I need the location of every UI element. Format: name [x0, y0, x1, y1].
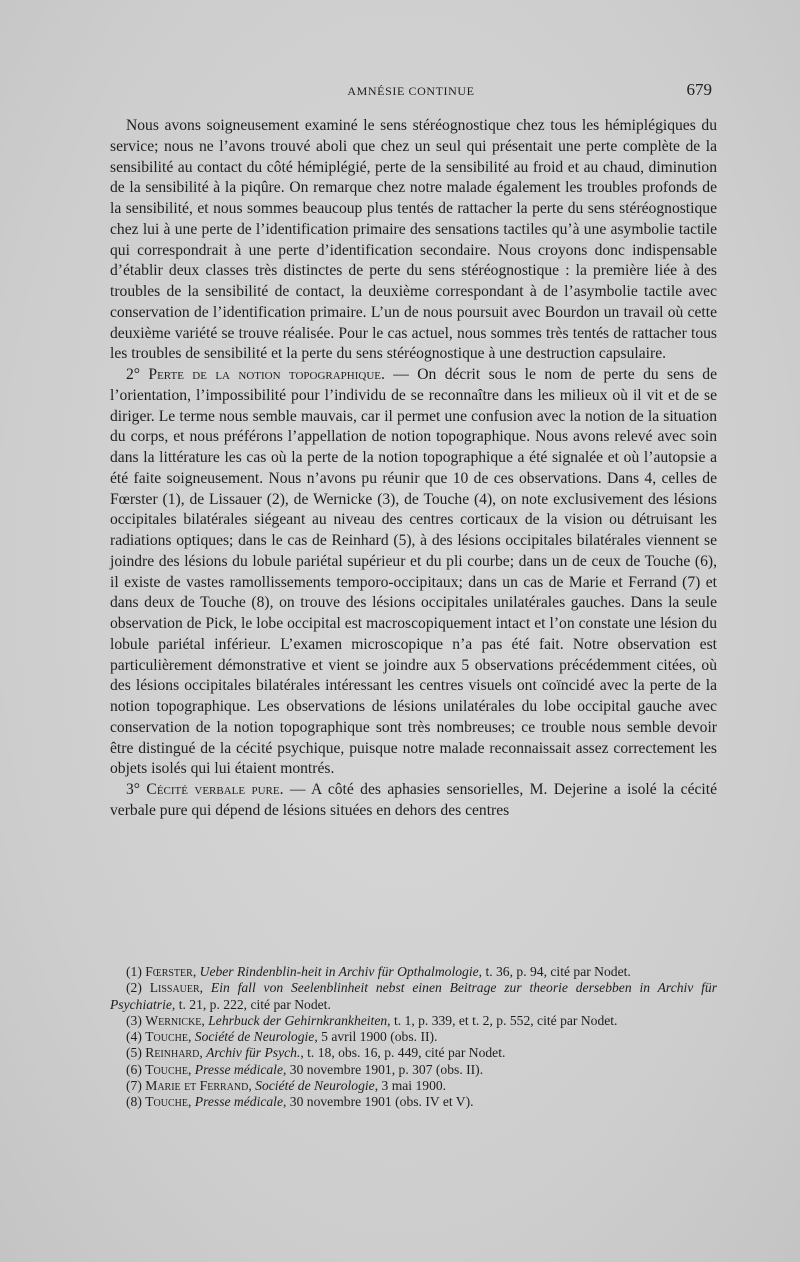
- footnote-author: Fœrster: [145, 964, 193, 979]
- footnote-detail: , t. 18, obs. 16, p. 449, cité par Nodet.: [300, 1045, 506, 1061]
- footnotes: [110, 964, 717, 1111]
- footnote-detail: , t. 1, p. 339, et t. 2, p. 552, cité par Nodet.: [387, 1012, 618, 1028]
- footnote: [110, 1062, 717, 1078]
- paragraph-word-blindness-text: — A côté des aphasies sensorielles, M. Dejerine a isolé la cécité verbale pure qui dépend de lésions situées en dehors des centres: [110, 781, 717, 819]
- footnote-detail: , 30 novembre 1901 (obs. IV et V).: [283, 1094, 474, 1110]
- footnote-separator: ,: [192, 964, 200, 979]
- footnote-number: (6): [126, 1061, 146, 1077]
- section-heading-topographic: 2° Perte de la notion topographique.: [126, 366, 385, 383]
- footnote-title: Presse médicale: [194, 1094, 283, 1110]
- footnote-separator: ,: [188, 1061, 195, 1077]
- footnote-author: Wernicke: [145, 1012, 202, 1028]
- footnote-separator: ,: [199, 980, 211, 996]
- footnote-title: Ein fall von Seelenblinheit nebst einen Beitrage zur theorie dersebben in Archiv für Psychiatrie: [110, 980, 718, 1012]
- footnote-title: Presse médicale: [194, 1061, 283, 1077]
- paragraph-word-blindness: [110, 780, 717, 822]
- footnote-author: Reinhard: [145, 1045, 200, 1061]
- footnote-detail: , t. 36, p. 94, cité par Nodet.: [478, 964, 631, 979]
- footnote-number: (2): [126, 980, 150, 996]
- page-header: [110, 80, 712, 104]
- section-heading-word-blindness: 3° Cécité verbale pure.: [126, 781, 284, 798]
- footnote-detail: , 5 avril 1900 (obs. II).: [314, 1029, 438, 1045]
- footnote-number: (3): [126, 1012, 146, 1028]
- footnote-separator: ,: [188, 1029, 195, 1045]
- body-text: [110, 116, 717, 822]
- footnote: [110, 1029, 717, 1045]
- footnote-detail: , t. 21, p. 222, cité par Nodet.: [171, 996, 331, 1012]
- footnote: [110, 1045, 717, 1061]
- running-title: AMNÉSIE CONTINUE: [347, 84, 475, 98]
- footnote-number: (8): [126, 1094, 146, 1110]
- footnote-separator: ,: [188, 1094, 195, 1110]
- footnote-number: (5): [126, 1045, 146, 1061]
- footnote-title: Société de Neurologie: [194, 1029, 315, 1045]
- footnote: [110, 964, 717, 980]
- footnote-number: (7): [126, 1078, 146, 1094]
- footnote: [110, 980, 717, 1013]
- footnote: [110, 1094, 717, 1110]
- footnote-author: Lissauer: [149, 980, 200, 996]
- footnote-title: Lehrbuck der Gehirnkrankheiten: [208, 1012, 388, 1028]
- footnote-number: (4): [126, 1029, 146, 1045]
- paragraph-stereognosis: Nous avons soigneusement examiné le sens stéréognostique chez tous les hémiplégiques du service; nous ne l’avons trouvé aboli que chez un seul qui présentait une perte complète de la sensibilité au contact du côté hémiplégié, perte de la sensibilité au froid et au chaud, diminution de la sensibilité à la piqûre. On remarque chez notre malade également les troubles profonds de la sensibilité, et nous sommes beaucoup plus tentés de rattacher la perte du sens stéréognostique chez lui à une perte de l’identification primaire des sensations tactiles qu’à une asymbolie tactile qui correspondrait à une perte d’identification secondaire. Nous croyons donc indispensable d’établir deux classes très distinctes de perte du sens stéréognostique : la première liée à des troubles de la sensibilité de contact, la deuxième correspondant à de l’asymbolie tactile avec conservation de l’identification primaire. L’un de nous poursuit avec Bourdon un travail où cette deuxième variété se trouve réalisée. Pour le cas actuel, nous sommes très tentés de rattacher tous les troubles de sensibilité et la perte du sens stéréognostique à une destruction capsulaire.: [110, 117, 717, 363]
- footnote-author: Touche: [145, 1061, 188, 1077]
- footnote: [110, 1013, 717, 1029]
- footnote-author: Touche: [145, 1094, 188, 1110]
- footnote-separator: ,: [248, 1078, 256, 1094]
- footnote-number: (1): [126, 964, 146, 979]
- footnote-detail: , 30 novembre 1901, p. 307 (obs. II).: [283, 1061, 484, 1077]
- footnote-author: Marie et Ferrand: [145, 1078, 249, 1094]
- footnote-separator: ,: [201, 1012, 209, 1028]
- paragraph-topographic-notion: [110, 365, 717, 780]
- footnote-detail: , 3 mai 1900.: [374, 1078, 447, 1094]
- footnote-author: Touche: [145, 1029, 188, 1045]
- footnote-title: Archiv für Psych.: [206, 1045, 301, 1061]
- footnote-title: Société de Neurologie: [255, 1078, 375, 1094]
- footnote-separator: ,: [199, 1045, 207, 1061]
- page-number: 679: [686, 80, 712, 99]
- paragraph-topographic-text: — On décrit sous le nom de perte du sens de l’orientation, l’impossibilité pour l’individu de se reconnaître dans les milieux où il vit et de se diriger. Le terme nous semble mauvais, car il permet une confusion avec la notion de la situation du corps, et nous préférons l’appellation de notion topographique. Nous avons relevé avec soin dans la littérature les cas où la perte de la notion topographique a été signalée et où l’autopsie a été faite soigneusement. Nous n’avons pu réunir que 10 de ces observations. Dans 4, celles de Fœrster (1), de Lissauer (2), de Wernicke (3), de Touche (4), on note exclusivement des lésions occipitales bilatérales siégeant au niveau des centres corticaux de la vision ou détruisant les radiations optiques; dans le cas de Reinhard (5), à des lésions occipitales bilatérales viennent se joindre des lésions du lobule pariétal supérieur et du pli courbe; dans un de ceux de Touche (6), il existe de vastes ramollissements temporo-occipitaux; dans un cas de Marie et Ferrand (7) et dans deux de Touche (8), on trouve des lésions occipitales unilatérales gauches. Dans la seule observation de Pick, le lobe occipital est macroscopiquement intact et l’on constate une lésion du lobule pariétal inférieur. L’examen microscopique n’a pas été fait. Notre observation est particulièrement démonstrative et vient se joindre aux 5 observations précédemment citées, où des lésions occipitales bilatérales intéressant les centres visuels ont coïncidé avec la perte de la notion topographique. Les observations de lésions unilatérales du lobe occipital gauche avec conservation de la notion topographique sont très nombreuses; ce trouble nous semble devoir être distingué de la cécité psychique, puisque notre malade reconnaissait assez correctement les objets isolés qui lui étaient montrés.: [110, 366, 717, 778]
- footnote: [110, 1078, 717, 1094]
- footnote-title: Ueber Rindenblin-heit in Archiv für Opthalmologie: [199, 964, 479, 979]
